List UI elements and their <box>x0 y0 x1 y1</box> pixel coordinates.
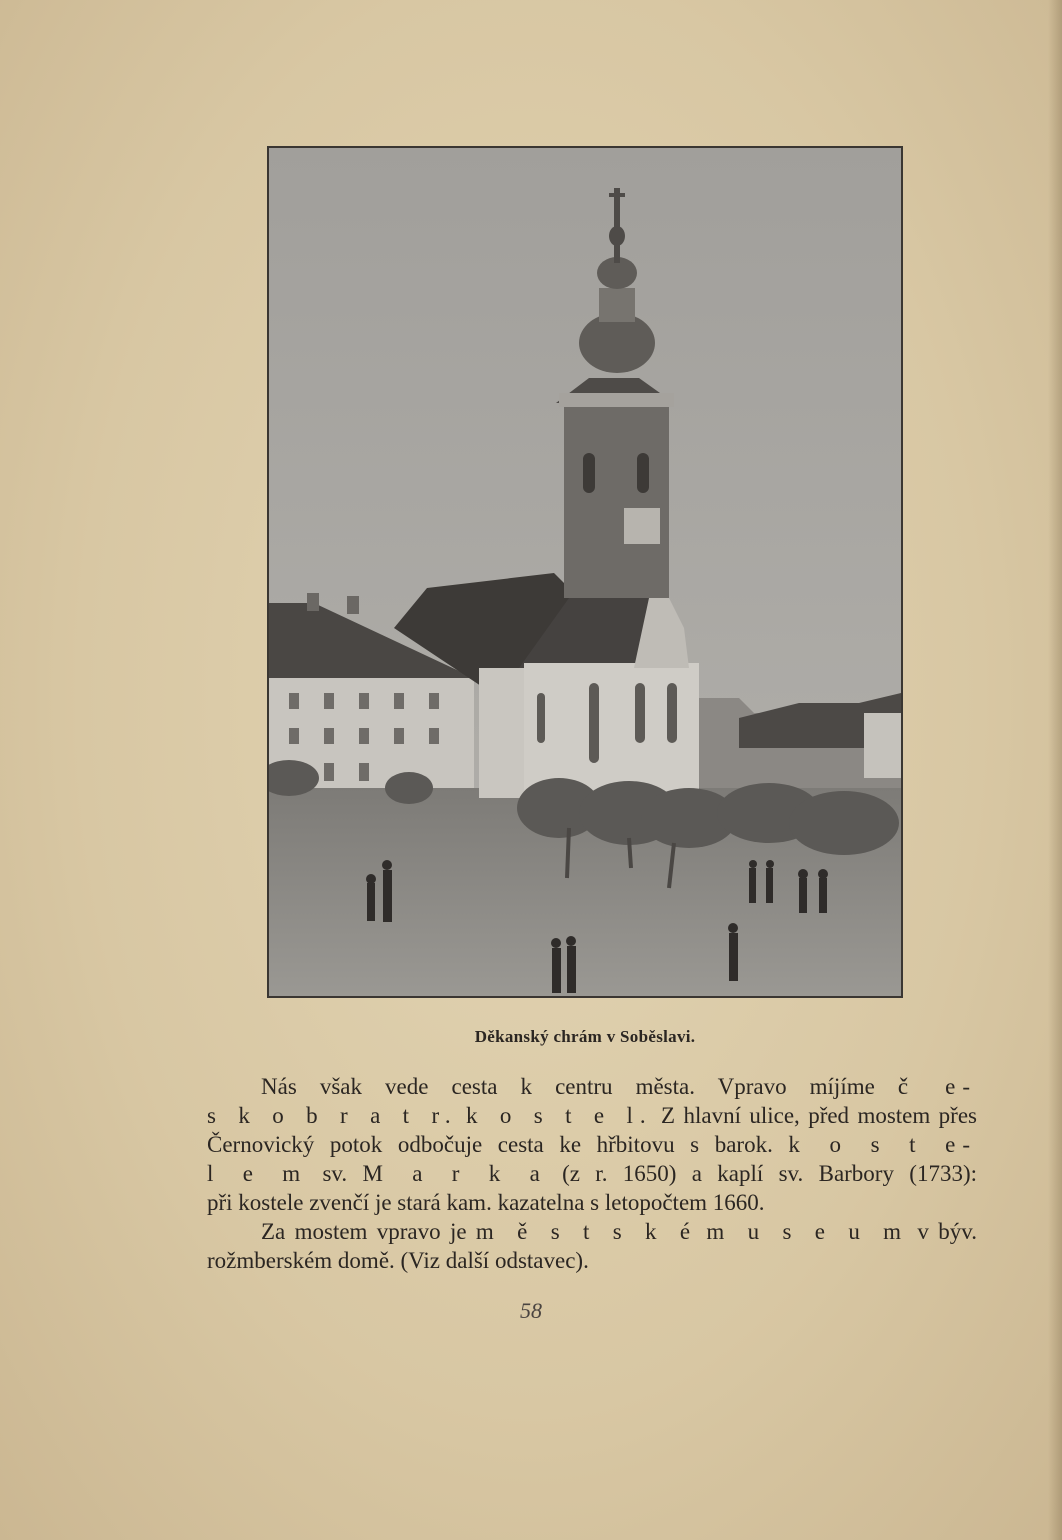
text-line <box>207 1101 977 1130</box>
spaced-text-run: k o s t e l. <box>465 1103 653 1128</box>
church-photo-illustration <box>269 148 901 996</box>
spaced-text-run: č e- <box>897 1074 978 1099</box>
text-run <box>697 1219 706 1244</box>
text-run: Černovický potok odbočuje cesta ke hřbitovu s barok. <box>207 1132 789 1157</box>
figure-caption: Děkanský chrám v Soběslavi. <box>474 1027 696 1046</box>
text-run: rožmberském domě. (Viz další odstavec). <box>207 1248 589 1273</box>
text-line <box>207 1246 977 1275</box>
text-run: v býv. <box>908 1219 977 1244</box>
text-run: Nás však vede cesta k centru města. Vpravo míjíme <box>261 1074 898 1099</box>
text-line <box>207 1130 977 1159</box>
text-line <box>207 1217 977 1246</box>
text-line <box>207 1072 977 1101</box>
text-run <box>458 1103 466 1128</box>
spaced-text-run: m ě s t s k é <box>475 1219 698 1244</box>
text-run: při kostele zvenčí je stará kam. kazatelna s letopočtem 1660. <box>207 1190 765 1215</box>
spaced-text-run: M a r k a <box>362 1161 547 1186</box>
text-line <box>207 1159 977 1188</box>
text-run: Z hlavní ulice, před mostem přes <box>652 1103 977 1128</box>
text-run: (z r. 1650) a kaplí sv. Barbory (1733): <box>546 1161 977 1186</box>
paragraph-1 <box>207 1072 977 1217</box>
page-number: 58 <box>520 1298 542 1323</box>
church-photograph <box>267 146 903 998</box>
spaced-text-run: l e m <box>207 1161 308 1186</box>
spaced-text-run: s k o b r a t r. <box>207 1103 458 1128</box>
body-text <box>207 1072 977 1275</box>
spaced-text-run: k o s t e- <box>788 1132 977 1157</box>
paragraph-2 <box>207 1217 977 1275</box>
text-run: sv. <box>307 1161 363 1186</box>
text-line <box>207 1188 977 1217</box>
spaced-text-run: m u s e u m <box>706 1219 909 1244</box>
text-run: Za mostem vpravo je <box>261 1219 476 1244</box>
